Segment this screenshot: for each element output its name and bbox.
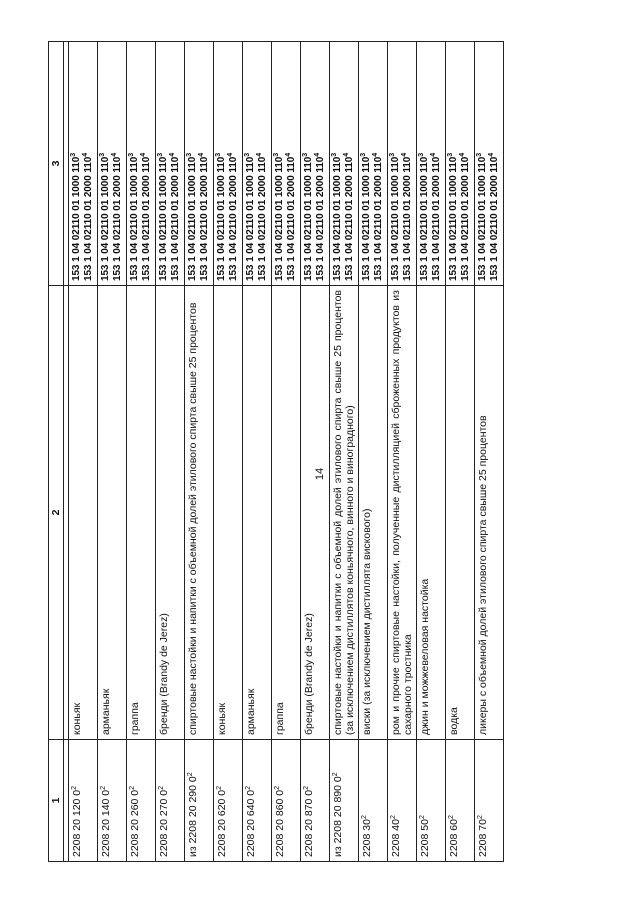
table-body	[69, 42, 504, 862]
budget-code-line	[286, 46, 298, 281]
table-row	[359, 42, 388, 862]
table-row	[127, 42, 156, 862]
footnote-marker: 3	[244, 153, 251, 157]
product-description: граппа	[127, 286, 156, 740]
footnote-marker: 4	[227, 153, 234, 157]
budget-code-line	[332, 46, 344, 281]
footnote-marker: 4	[82, 153, 89, 157]
footnote-marker: 4	[256, 153, 263, 157]
commodity-code: из 2208 20 290 0	[187, 776, 199, 857]
table-row	[301, 42, 330, 862]
product-description: ром и прочие спиртовые настойки, полученные дистилляцией сброженных продуктов из сахарного тростника	[388, 286, 417, 740]
table-row	[417, 42, 446, 862]
commodity-code-cell	[359, 740, 388, 862]
commodity-code-cell	[127, 740, 156, 862]
budget-code-line	[129, 46, 141, 281]
budget-code-cell	[475, 42, 504, 286]
footnote-marker: 2	[274, 785, 281, 790]
budget-code: 153 1 04 02110 01 2000 110	[199, 156, 210, 281]
column-header-2: 2	[49, 286, 64, 740]
budget-code: 153 1 04 02110 01 1000 110	[245, 156, 256, 281]
budget-code-line	[274, 46, 286, 281]
budget-code: 153 1 04 02110 01 2000 110	[228, 156, 239, 281]
footnote-marker: 4	[372, 153, 379, 157]
budget-code: 153 1 04 02110 01 1000 110	[129, 156, 140, 281]
budget-code-cell	[272, 42, 301, 286]
table-row	[388, 42, 417, 862]
product-description: арманьяк	[98, 286, 127, 740]
budget-code-cell	[446, 42, 475, 286]
commodity-code: 2208 20 120 0	[71, 789, 83, 857]
table-row	[156, 42, 185, 862]
table-row	[330, 42, 359, 862]
commodity-code-cell	[446, 740, 475, 862]
budget-code-line	[431, 46, 443, 281]
budget-code-line	[402, 46, 414, 281]
budget-code-line	[100, 46, 112, 281]
footnote-marker: 2	[419, 815, 426, 820]
commodity-code: 2208 20 870 0	[303, 789, 315, 857]
footnote-marker: 3	[302, 153, 309, 157]
footnote-marker: 2	[477, 815, 484, 820]
product-description: спиртовые настойки и напитки с объемной долей этилового спирта свыше 25 процентов (за исключением дистиллятов коньячного, винного и виноградного)	[330, 286, 359, 740]
budget-code-line	[71, 46, 83, 281]
commodity-code: 2208 20 860 0	[274, 789, 286, 857]
commodity-code-cell	[475, 740, 504, 862]
commodity-code-cell	[156, 740, 185, 862]
budget-code: 153 1 04 02110 01 1000 110	[448, 156, 459, 281]
table-row	[214, 42, 243, 862]
commodity-code: из 2208 20 890 0	[332, 776, 344, 857]
budget-code-line	[361, 46, 373, 281]
product-description: коньяк	[214, 286, 243, 740]
budget-code: 153 1 04 02110 01 2000 110	[402, 156, 413, 281]
footnote-marker: 2	[303, 785, 310, 790]
footnote-marker: 3	[128, 153, 135, 157]
budget-code: 153 1 04 02110 01 2000 110	[460, 156, 471, 281]
footnote-marker: 4	[285, 153, 292, 157]
budget-code-line	[141, 46, 153, 281]
table-row	[69, 42, 98, 862]
commodity-code-cell	[388, 740, 417, 862]
footnote-marker: 4	[459, 153, 466, 157]
commodity-code: 2208 20 140 0	[100, 789, 112, 857]
product-description: бренди (Brandy de Jerez)	[156, 286, 185, 740]
budget-code-cell	[98, 42, 127, 286]
budget-code: 153 1 04 02110 01 1000 110	[158, 156, 169, 281]
footnote-marker: 3	[99, 153, 106, 157]
commodity-code-cell	[98, 740, 127, 862]
budget-code: 153 1 04 02110 01 2000 110	[344, 156, 355, 281]
budget-code-line	[373, 46, 385, 281]
budget-code: 153 1 04 02110 01 1000 110	[332, 156, 343, 281]
tariff-code-table	[48, 41, 504, 862]
table-row	[475, 42, 504, 862]
commodity-code: 2208 20 270 0	[158, 789, 170, 857]
budget-code: 153 1 04 02110 01 2000 110	[431, 156, 442, 281]
budget-code: 153 1 04 02110 01 2000 110	[141, 156, 152, 281]
column-header-1: 1	[49, 740, 64, 862]
budget-code-cell	[69, 42, 98, 286]
footnote-marker: 3	[157, 153, 164, 157]
footnote-marker: 4	[401, 153, 408, 157]
commodity-code: 2208 40	[390, 819, 402, 857]
footnote-marker: 3	[476, 153, 483, 157]
footnote-marker: 4	[169, 153, 176, 157]
footnote-marker: 3	[389, 153, 396, 157]
footnote-marker: 3	[186, 153, 193, 157]
budget-code-cell	[301, 42, 330, 286]
product-description: спиртовые настойки и напитки с объемной долей этилового спирта свыше 25 процентов	[185, 286, 214, 740]
commodity-code: 2208 30	[361, 819, 373, 857]
budget-code: 153 1 04 02110 01 1000 110	[100, 156, 111, 281]
budget-code: 153 1 04 02110 01 1000 110	[390, 156, 401, 281]
budget-code-line	[477, 46, 489, 281]
commodity-code-cell	[330, 740, 359, 862]
footnote-marker: 2	[245, 785, 252, 790]
footnote-marker: 2	[187, 772, 194, 777]
footnote-marker: 4	[314, 153, 321, 157]
budget-code-cell	[388, 42, 417, 286]
budget-code-line	[448, 46, 460, 281]
budget-code: 153 1 04 02110 01 1000 110	[187, 156, 198, 281]
product-description: граппа	[272, 286, 301, 740]
footnote-marker: 2	[158, 785, 165, 790]
commodity-code: 2208 20 640 0	[245, 789, 257, 857]
budget-code: 153 1 04 02110 01 1000 110	[477, 156, 488, 281]
table-row	[243, 42, 272, 862]
budget-code-line	[344, 46, 356, 281]
commodity-code-cell	[301, 740, 330, 862]
footnote-marker: 4	[488, 153, 495, 157]
product-description: джин и можжевеловая настойка	[417, 286, 446, 740]
budget-code: 153 1 04 02110 01 2000 110	[315, 156, 326, 281]
commodity-code-cell	[69, 740, 98, 862]
table-row	[98, 42, 127, 862]
footnote-marker: 3	[273, 153, 280, 157]
commodity-code-cell	[214, 740, 243, 862]
footnote-marker: 2	[71, 785, 78, 790]
budget-code: 153 1 04 02110 01 2000 110	[170, 156, 181, 281]
budget-code: 153 1 04 02110 01 1000 110	[419, 156, 430, 281]
budget-code-cell	[185, 42, 214, 286]
footnote-marker: 2	[390, 815, 397, 820]
rotated-page	[48, 42, 588, 862]
product-description: бренди (Brandy de Jerez)	[301, 286, 330, 740]
budget-code-line	[419, 46, 431, 281]
budget-code-line	[460, 46, 472, 281]
footnote-marker: 3	[215, 153, 222, 157]
footnote-marker: 2	[332, 772, 339, 777]
budget-code-line	[83, 46, 95, 281]
footnote-marker: 2	[361, 815, 368, 820]
budget-code-line	[315, 46, 327, 281]
footnote-marker: 3	[360, 153, 367, 157]
budget-code-cell	[243, 42, 272, 286]
budget-code-line	[245, 46, 257, 281]
footnote-marker: 3	[70, 153, 77, 157]
commodity-code: 2208 20 620 0	[216, 789, 228, 857]
footnote-marker: 2	[100, 785, 107, 790]
budget-code: 153 1 04 02110 01 1000 110	[216, 156, 227, 281]
budget-code: 153 1 04 02110 01 2000 110	[373, 156, 384, 281]
footnote-marker: 3	[331, 153, 338, 157]
footnote-marker: 3	[447, 153, 454, 157]
budget-code-cell	[214, 42, 243, 286]
table-row	[446, 42, 475, 862]
commodity-code: 2208 70	[477, 819, 489, 857]
footnote-marker: 4	[111, 153, 118, 157]
budget-code-line	[158, 46, 170, 281]
page-number: 14	[314, 467, 326, 481]
table-row	[272, 42, 301, 862]
budget-code: 153 1 04 02110 01 1000 110	[303, 156, 314, 281]
commodity-code-cell	[185, 740, 214, 862]
commodity-code: 2208 20 260 0	[129, 789, 141, 857]
commodity-code-cell	[272, 740, 301, 862]
budget-code: 153 1 04 02110 01 1000 110	[71, 156, 82, 281]
budget-code-line	[187, 46, 199, 281]
budget-code-line	[228, 46, 240, 281]
budget-code-line	[216, 46, 228, 281]
budget-code-cell	[417, 42, 446, 286]
footnote-marker: 2	[129, 785, 136, 790]
product-description: водка	[446, 286, 475, 740]
footnote-marker: 2	[216, 785, 223, 790]
footnote-marker: 4	[198, 153, 205, 157]
budget-code: 153 1 04 02110 01 2000 110	[83, 156, 94, 281]
commodity-code: 2208 50	[419, 819, 431, 857]
footnote-marker: 3	[418, 153, 425, 157]
footnote-marker: 4	[430, 153, 437, 157]
footnote-marker: 2	[448, 815, 455, 820]
footnote-marker: 4	[140, 153, 147, 157]
budget-code-line	[489, 46, 501, 281]
product-description: ликеры с объемной долей этилового спирта свыше 25 процентов	[475, 286, 504, 740]
budget-code-cell	[127, 42, 156, 286]
budget-code: 153 1 04 02110 01 2000 110	[489, 156, 500, 281]
budget-code-cell	[156, 42, 185, 286]
budget-code-line	[170, 46, 182, 281]
commodity-code-cell	[243, 740, 272, 862]
column-number-row	[49, 42, 64, 862]
budget-code-line	[303, 46, 315, 281]
budget-code: 153 1 04 02110 01 2000 110	[257, 156, 268, 281]
budget-code-line	[390, 46, 402, 281]
product-description: виски (за исключением дистиллята вискового)	[359, 286, 388, 740]
product-description: арманьяк	[243, 286, 272, 740]
budget-code-cell	[359, 42, 388, 286]
budget-code-line	[199, 46, 211, 281]
budget-code-line	[112, 46, 124, 281]
budget-code: 153 1 04 02110 01 1000 110	[361, 156, 372, 281]
budget-code: 153 1 04 02110 01 2000 110	[286, 156, 297, 281]
column-header-3: 3	[49, 42, 64, 286]
commodity-code-cell	[417, 740, 446, 862]
commodity-code: 2208 60	[448, 819, 460, 857]
table-row	[185, 42, 214, 862]
budget-code-line	[257, 46, 269, 281]
footnote-marker: 4	[343, 153, 350, 157]
budget-code-cell	[330, 42, 359, 286]
budget-code: 153 1 04 02110 01 1000 110	[274, 156, 285, 281]
budget-code: 153 1 04 02110 01 2000 110	[112, 156, 123, 281]
product-description: коньяк	[69, 286, 98, 740]
